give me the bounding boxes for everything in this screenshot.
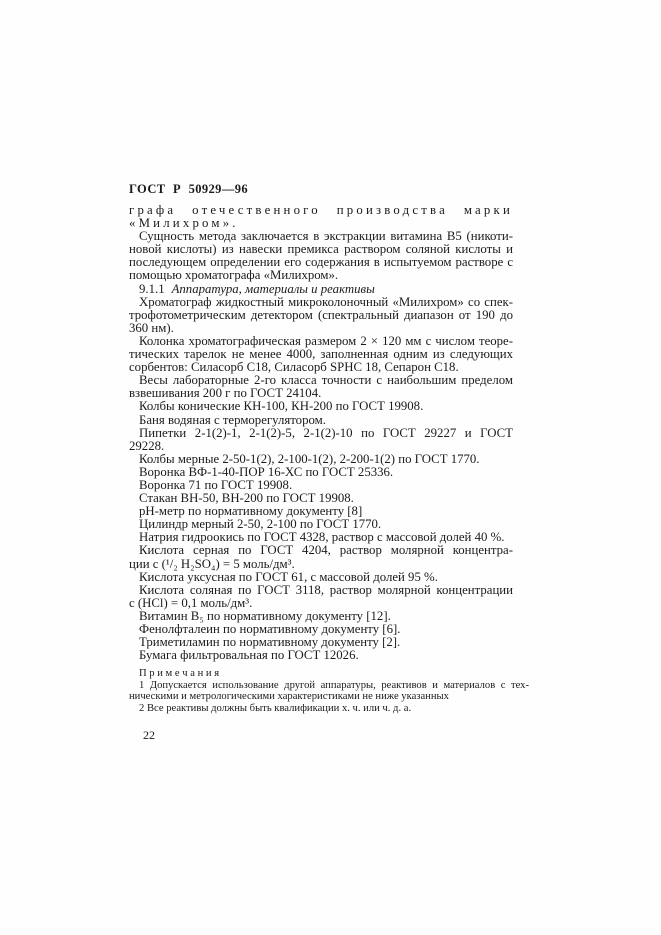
text-line: тических тарелок не менее 4000, заполненная одним из следующих xyxy=(129,347,513,362)
body-text-block xyxy=(129,204,513,662)
text-line: последующем определении его содержания в испытуемом растворе с xyxy=(129,255,513,270)
text-line: П р и м е ч а н и я xyxy=(139,668,220,679)
text-line: Пипетки 2-1(2)-1, 2-1(2)-5, 2-1(2)-10 по ГОСТ 29227 и ГОСТ xyxy=(139,425,513,440)
page-number: 22 xyxy=(143,728,155,742)
section-number: 9.1.1 xyxy=(139,281,165,296)
section-title: Аппаратура, материалы и реактивы xyxy=(171,281,375,296)
text-line: 29228. xyxy=(129,438,165,453)
text-line: Фенолфталеин по нормативному документу [6]. xyxy=(139,622,401,636)
text-line: Кислота уксусная по ГОСТ 61, с массовой долей 95 %. xyxy=(139,569,438,584)
text-line: трофотометрическим детектором (спектральный диапазон от 190 до xyxy=(129,307,513,322)
text-line: Баня водяная с терморегулятором. xyxy=(139,412,326,427)
text-line: Колонка хроматографическая размером 2 × 120 мм с числом теоре- xyxy=(139,333,513,348)
notes-block xyxy=(129,668,529,715)
text-line: взвешивания 200 г по ГОСТ 24104. xyxy=(129,386,322,401)
text-line: Стакан ВН-50, ВН-200 по ГОСТ 19908. xyxy=(139,491,354,506)
text-line: Кислота соляная по ГОСТ 3118, раствор молярной концентрации xyxy=(139,582,513,597)
text-line: Натрия гидроокись по ГОСТ 4328, раствор с массовой долей 40 %. xyxy=(139,530,505,545)
text-line: графа отечественного производства марки xyxy=(129,203,513,217)
text-line: Хроматограф жидкостный микроколоночный «Милихром» со спек- xyxy=(139,294,513,309)
text-line: ции с (¹/₂ H₂SO₄) = 5 моль/дм³. xyxy=(129,556,295,571)
text-line: Колбы конические КН-100, КН-200 по ГОСТ 19908. xyxy=(139,399,424,414)
text-line xyxy=(129,283,513,296)
text-line: 2 Все реактивы должны быть квалификации х. ч. или ч. д. а. xyxy=(139,703,412,715)
text-line: Воронка ВФ-1-40-ПОР 16-ХС по ГОСТ 25336. xyxy=(139,464,394,479)
text-line: Весы лабораторные 2-го класса точности с наибольшим пределом xyxy=(139,373,513,388)
text-line: сорбентов: Силасорб С18, Силасорб SPHC 18, Сепарон С18. xyxy=(129,360,459,375)
text-line: 360 нм). xyxy=(129,320,174,335)
text-line: с (HCl) = 0,1 моль/дм³. xyxy=(129,595,253,610)
text-line: Триметиламин по нормативному документу [2]. xyxy=(139,635,401,650)
text-line: «Милихром». xyxy=(129,216,239,231)
text-line: Цилиндр мерный 2-50, 2-100 по ГОСТ 1770. xyxy=(139,517,382,532)
text-line: Воронка 71 по ГОСТ 19908. xyxy=(139,477,293,492)
text-line: новой кислоты) из навески премикса раствором соляной кислоты и xyxy=(129,242,513,257)
text-line: ническими и метрологическими характеристиками не ниже указанных xyxy=(129,691,449,703)
text-line: pH-метр по нормативному документу [8] xyxy=(139,504,363,519)
text-line: Кислота серная по ГОСТ 4204, раствор молярной концентра- xyxy=(139,543,513,558)
standard-designation-header: ГОСТ Р 50929—96 xyxy=(129,182,249,196)
text-line: Сущность метода заключается в экстракции витамина В5 (никоти- xyxy=(139,229,513,244)
text-line: Витамин В₅ по нормативному документу [12]. xyxy=(139,608,391,623)
text-line: помощью хроматографа «Милихром». xyxy=(129,268,339,283)
text-line: Колбы мерные 2-50-1(2), 2-100-1(2), 2-200-1(2) по ГОСТ 1770. xyxy=(139,451,480,466)
text-line: Бумага фильтровальная по ГОСТ 12026. xyxy=(139,648,359,663)
text-line: 1 Допускается использование другой аппаратуры, реактивов и материалов с тех- xyxy=(139,679,529,691)
